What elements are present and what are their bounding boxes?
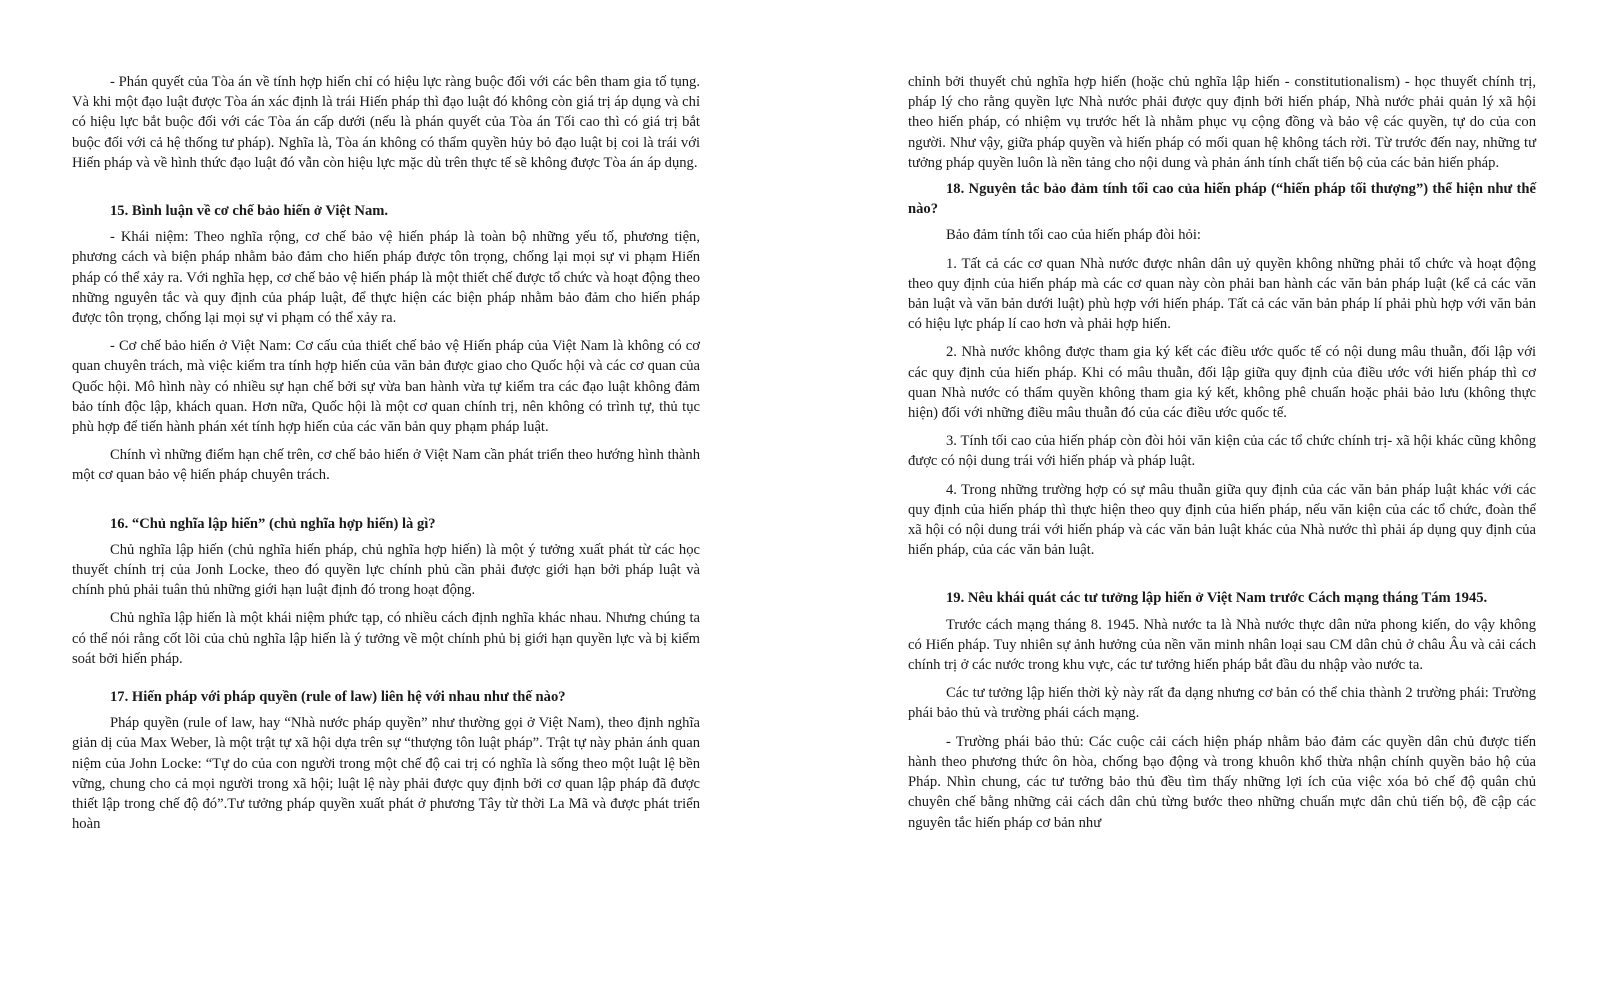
- heading-question-15: 15. Bình luận về cơ chế bảo hiến ở Việt Nam.: [110, 203, 389, 220]
- paragraph-15-mechanism: - Cơ chế bảo hiến ở Việt Nam: Cơ cấu của thiết chế bảo vệ Hiến pháp của Việt Nam là không có cơ quan chuyên trách, mà việc kiểm tra tính hợp hiến của văn bản được giao cho Quốc hội và các cơ quan của Quốc hội. Mô hình này có nhiều sự hạn chế bởi sự vừa ban hành vừa tự kiểm tra các đạo luật không đảm bảo tính độc lập, khách quan. Hơn nữa, Quốc hội là một cơ quan chính trị, nên không có trình tự, thủ tục phù hợp để tiến hành phán xét tính hợp hiến của các văn bản quy phạm pháp luật.: [72, 338, 700, 436]
- paragraph-18-intro: Bảo đảm tính tối cao của hiến pháp đòi hỏi:: [946, 227, 1201, 244]
- left-page-column: [72, 72, 700, 835]
- paragraph-18-point-4: 4. Trong những trường hợp có sự mâu thuẫn giữa quy định của các văn bản pháp luật khác với các quy định của hiến pháp thì thực hiện theo quy định của hiến pháp, nếu văn kiện của các tổ chức, đoàn thể xã hội có nội dung trái với hiến pháp và các văn bản luật khác của Nhà nước thì phải áp dụng quy định của hiến pháp, của các văn bản luật.: [908, 481, 1536, 559]
- paragraph-19-conservative: - Trường phái bảo thủ: Các cuộc cải cách hiện pháp nhằm bảo đảm các quyền dân chủ được tiến hành theo phương thức ôn hòa, chống bạo động và trong khuôn khổ thừa nhận chính quyền bảo hộ của Pháp. Nhìn chung, các tư tưởng bảo thủ đều tìm thấy những lợi ích của việc xóa bỏ chế độ quân chủ chuyên chế bằng những cải cách dân chủ từng bước theo những chuẩn mực dân chủ tiến bộ, đề cập các nguyên tắc hiến pháp cơ bản như: [908, 733, 1536, 831]
- paragraph-16-definition: Chủ nghĩa lập hiến (chủ nghĩa hiến pháp, chủ nghĩa hợp hiến) là một ý tưởng xuất phát từ các học thuyết chính trị của Jonh Locke, theo đó quyền lực chính phủ cần phải được giới hạn bởi pháp luật và chính phủ phải tuân thủ những giới hạn luật định đó trong hoạt động.: [72, 541, 700, 599]
- paragraph-15-concept: - Khái niệm: Theo nghĩa rộng, cơ chế bảo vệ hiến pháp là toàn bộ những yếu tố, phương tiện, phương cách và biện pháp nhằm bảo đảm cho hiến pháp được tôn trọng, chống lại mọi sự vi phạm Hiến pháp có thể xảy ra. Với nghĩa hẹp, cơ chế bảo vệ hiến pháp là một thiết chế được tổ chức và hoạt động theo những nguyên tắc và quy định của pháp luật, để thực hiện các biện pháp nhằm bảo đảm cho hiến pháp được tôn trọng, chống lại mọi sự vi phạm có thể xảy ra.: [72, 229, 700, 327]
- paragraph-18-point-2: 2. Nhà nước không được tham gia ký kết các điều ước quốc tế có nội dung mâu thuẫn, đối lập với các quy định của hiến pháp. Khi có mâu thuẫn, đối lập giữa quy định của điều ước với hiến pháp thì cơ quan Nhà nước có thẩm quyền không tham gia ký kết, không phê chuẩn hoặc phải bảo lưu (không thực hiện) đối với những điều mâu thuẫn đó của các điều ước quốc tế.: [908, 344, 1536, 422]
- heading-question-18: 18. Nguyên tắc bảo đảm tính tối cao của hiến pháp (“hiến pháp tối thượng”) thể hiện như thế nào?: [908, 181, 1536, 218]
- paragraph-19-schools: Các tư tưởng lập hiến thời kỳ này rất đa dạng nhưng cơ bản có thể chia thành 2 trường phái: Trường phái bảo thủ và trường phái cách mạng.: [908, 685, 1536, 722]
- paragraph-19-background: Trước cách mạng tháng 8. 1945. Nhà nước ta là Nhà nước thực dân nửa phong kiến, do vậy không có Hiến pháp. Tuy nhiên sự ảnh hưởng của nền văn minh nhân loại sau CM dân chủ ở châu Âu và cải cách chính trị ở các nước trong khu vực, các tư tưởng hiến pháp bắt đầu du nhập vào nước ta.: [908, 616, 1536, 674]
- paragraph-18-point-1: 1. Tất cả các cơ quan Nhà nước được nhân dân uỷ quyền không những phải tổ chức và hoạt động theo quy định của hiến pháp mà các cơ quan này còn phải ban hành các văn bản pháp luật (kể cả các văn bản luật và văn bản dưới luật) phù hợp với hiến pháp. Tất cả các văn bản pháp lí phải phù hợp với văn bản có hiệu lực pháp lí cao hơn và phải hợp hiến.: [908, 255, 1536, 333]
- paragraph-16-core: Chủ nghĩa lập hiến là một khái niệm phức tạp, có nhiều cách định nghĩa khác nhau. Nhưng chúng ta có thể nói rằng cốt lõi của chủ nghĩa lập hiến là ý tưởng về một chính phủ bị giới hạn quyền lực và bị kiểm soát bởi hiến pháp.: [72, 610, 700, 667]
- paragraph-18-point-3: 3. Tính tối cao của hiến pháp còn đòi hỏi văn kiện của các tổ chức chính trị- xã hội khác cũng không được có nội dung trái với hiến pháp và pháp luật.: [908, 433, 1536, 470]
- paragraph-17-rule-of-law: Pháp quyền (rule of law, hay “Nhà nước pháp quyền” như thường gọi ở Việt Nam), theo định nghĩa giản dị của Max Weber, là một trật tự xã hội dựa trên sự “thượng tôn luật pháp”. Trật tự này phản ánh quan niệm của John Locke: “Tự do của con người trong một chế độ cai trị có nghĩa là sống theo một luật lệ bền vững, chung cho cả mọi người trong xã hội; luật lệ này phải được quy định bởi cơ quan lập pháp đã được thiết lập trong chế độ đó”.Tư tưởng pháp quyền xuất phát ở phương Tây từ thời La Mã và được phát triển hoàn: [72, 715, 700, 833]
- heading-question-17: 17. Hiến pháp với pháp quyền (rule of law) liên hệ với nhau như thế nào?: [110, 689, 566, 706]
- right-page-column: [908, 72, 1536, 833]
- heading-question-19: 19. Nêu khái quát các tư tưởng lập hiến ở Việt Nam trước Cách mạng tháng Tám 1945.: [946, 590, 1488, 607]
- paragraph-15-conclusion: Chính vì những điểm hạn chế trên, cơ chế bảo hiến ở Việt Nam cần phát triển theo hướng hình thành một cơ quan bảo vệ hiến pháp chuyên trách.: [72, 447, 700, 484]
- paragraph-court-ruling: - Phán quyết của Tòa án về tính hợp hiến chỉ có hiệu lực ràng buộc đối với các bên tham gia tố tụng. Và khi một đạo luật được Tòa án xác định là trái Hiến pháp thì đạo luật đó không còn giá trị áp dụng và chỉ có hiệu lực bắt buộc đối với các Tòa án cấp dưới (nếu là phán quyết của Tòa án Tối cao thì có giá trị bắt buộc đối với cả hệ thống tư pháp). Nghĩa là, Tòa án không có thẩm quyền hủy bỏ đạo luật bị coi là trái với Hiến pháp và về hình thức đạo luật đó vẫn còn hiệu lực mặc dù trên thực tế sẽ không được Tòa án áp dụng.: [72, 74, 700, 171]
- paragraph-17-continued: chỉnh bởi thuyết chủ nghĩa hợp hiến (hoặc chủ nghĩa lập hiến - constitutionalism) - học thuyết chính trị, pháp lý cho rằng quyền lực Nhà nước phải được quy định bởi hiến pháp, Nhà nước phải quản lý xã hội theo hiến pháp, có nhiệm vụ trước hết là nhằm phục vụ cộng đồng và bảo vệ các quyền, tự do của con người. Như vậy, giữa pháp quyền và hiến pháp có mối quan hệ không tách rời. Từ trước đến nay, những tư tưởng pháp quyền luôn là nền tảng cho nội dung và phản ánh tính chất tiến bộ của các bản hiến pháp.: [908, 74, 1536, 171]
- heading-question-16: 16. “Chủ nghĩa lập hiến” (chủ nghĩa hợp hiến) là gì?: [110, 515, 436, 532]
